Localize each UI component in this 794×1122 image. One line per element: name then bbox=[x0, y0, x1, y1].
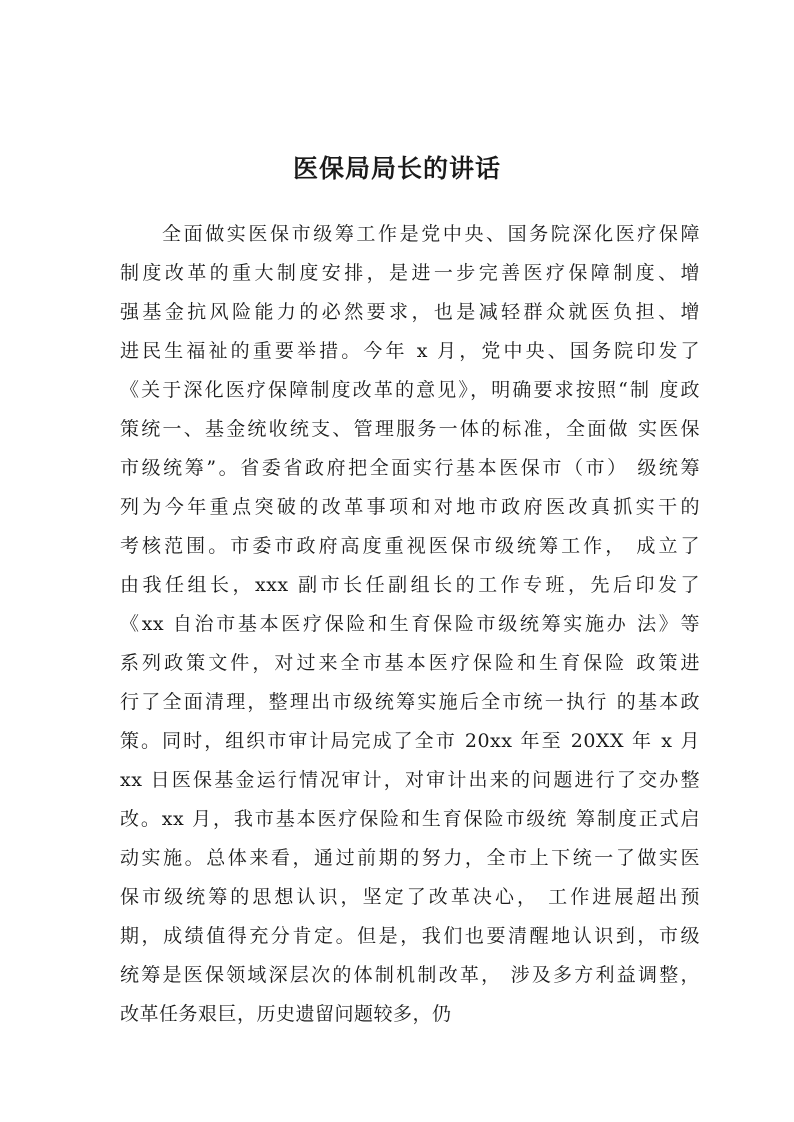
paragraph-line: 进民生福祉的重要举措。今年 x 月，党中央、国务院印发了 bbox=[120, 340, 700, 362]
paragraph-line: 系列政策文件，对过来全市基本医疗保险和生育保险 政策进 bbox=[120, 652, 700, 674]
paragraph-line: 保市级统筹的思想认识，坚定了改革决心， 工作进展超出预 bbox=[120, 886, 700, 908]
paragraph-line: 策。同时，组织市审计局完成了全市 20xx 年至 20XX 年 x 月 bbox=[120, 730, 700, 752]
paragraph-line: 改革任务艰巨，历史遗留问题较多，仍 bbox=[120, 1003, 452, 1025]
paragraph-line: 《xx 自治市基本医疗保险和生育保险市级统筹实施办 法》等 bbox=[120, 613, 700, 635]
paragraph-line: 市级统筹”。省委省政府把全面实行基本医保市（市） 级统筹 bbox=[120, 457, 700, 479]
speech-paragraph bbox=[120, 215, 700, 1034]
paragraph-line: 强基金抗风险能力的必然要求，也是减轻群众就医负担、增 bbox=[120, 301, 700, 323]
paragraph-line: 动实施。总体来看，通过前期的努力，全市上下统一了做实医 bbox=[120, 847, 700, 869]
paragraph-line: 策统一、基金统收统支、管理服务一体的标准，全面做 实医保 bbox=[120, 418, 700, 440]
paragraph-line: xx 日医保基金运行情况审计，对审计出来的问题进行了交办整 bbox=[120, 769, 700, 791]
paragraph-line: 《关于深化医疗保障制度改革的意见》，明确要求按照“制 度政 bbox=[120, 379, 700, 401]
paragraph-line: 行了全面清理，整理出市级统筹实施后全市统一执行 的基本政 bbox=[120, 691, 700, 713]
paragraph-line: 制度改革的重大制度安排，是进一步完善医疗保障制度、增 bbox=[120, 262, 700, 284]
paragraph-line: 全面做实医保市级筹工作是党中央、国务院深化医疗保障 bbox=[162, 223, 700, 245]
paragraph-line: 列为今年重点突破的改革事项和对地市政府医改真抓实干的 bbox=[120, 496, 700, 518]
paragraph-line: 期，成绩值得充分肯定。但是，我们也要清醒地认识到，市级 bbox=[120, 925, 700, 947]
document-title: 医保局局长的讲话 bbox=[292, 153, 501, 183]
paragraph-line: 统筹是医保领域深层次的体制机制改革， 涉及多方利益调整， bbox=[120, 964, 700, 986]
paragraph-line: 由我任组长，xxx 副市长任副组长的工作专班，先后印发了 bbox=[120, 574, 700, 596]
paragraph-line: 考核范围。市委市政府高度重视医保市级统筹工作， 成立了 bbox=[120, 535, 700, 557]
paragraph-line: 改。xx 月，我市基本医疗保险和生育保险市级统 筹制度正式启 bbox=[120, 808, 700, 830]
